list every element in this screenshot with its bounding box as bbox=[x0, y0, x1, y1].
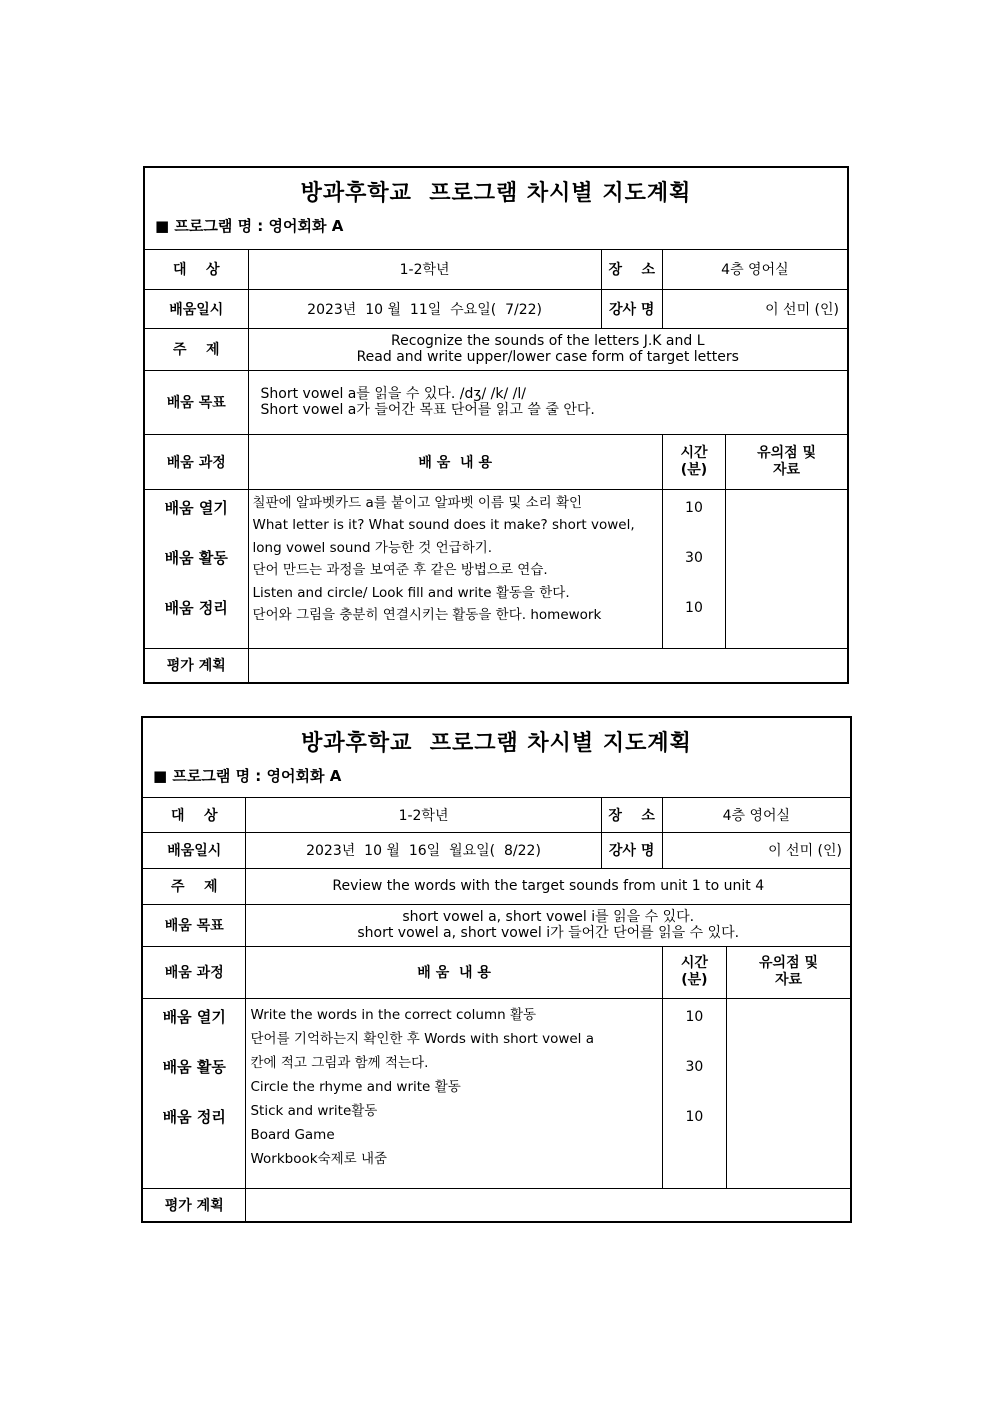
program-name: ■ 프로그램 명 : 영어회화 A bbox=[153, 767, 342, 785]
topic-label: 주 제 bbox=[143, 868, 246, 904]
steps-cell bbox=[143, 998, 246, 1188]
time-open: 10 bbox=[685, 1008, 704, 1025]
goal-line: short vowel a, short vowel i를 읽을 수 있다. bbox=[402, 909, 695, 925]
step-open: 배움 열기 bbox=[162, 1007, 226, 1026]
teacher-value: 이 선미 (인) bbox=[662, 289, 847, 328]
topic-line: Review the words with the target sounds from unit 1 to unit 4 bbox=[332, 878, 765, 894]
title-cell bbox=[143, 718, 850, 797]
target-label: 대 상 bbox=[143, 797, 246, 832]
content-line: Workbook숙제로 내줌 bbox=[250, 1150, 388, 1167]
topic-value bbox=[246, 868, 850, 904]
process-label: 배움 과정 bbox=[143, 946, 246, 998]
content-line: 칸에 적고 그림과 함께 적는다. bbox=[250, 1054, 429, 1071]
time-header: 시간 (분) bbox=[662, 434, 725, 489]
place-label: 장 소 bbox=[601, 797, 662, 832]
times-cell bbox=[662, 489, 725, 648]
goal-value bbox=[248, 370, 847, 434]
content-cell bbox=[246, 998, 662, 1188]
plan-title: 방과후학교 프로그램 차시별 지도계획 bbox=[300, 181, 692, 206]
content-line: Write the words in the correct column 활동 bbox=[250, 1006, 537, 1023]
date-value: 2023년 10 월 11일 수요일( 7/22) bbox=[248, 289, 601, 328]
plan-title: 방과후학교 프로그램 차시별 지도계획 bbox=[301, 731, 692, 756]
goal-line: Short vowel a를 읽을 수 있다. /dʒ/ /k/ /l/ bbox=[260, 386, 526, 402]
content-line: Stick and write활동 bbox=[250, 1102, 378, 1119]
teacher-label: 강사 명 bbox=[601, 289, 662, 328]
notes-cell bbox=[726, 489, 847, 648]
date-label: 배움일시 bbox=[143, 832, 246, 868]
teacher-value: 이 선미 (인) bbox=[662, 832, 850, 868]
goal-line: short vowel a, short vowel i가 들어간 단어를 읽을 수 있다. bbox=[357, 925, 740, 941]
content-header: 배 움 내 용 bbox=[248, 434, 662, 489]
time-wrapup: 10 bbox=[685, 1108, 704, 1125]
title-cell bbox=[145, 168, 847, 249]
date-value: 2023년 10 월 16일 월요일( 8/22) bbox=[246, 832, 601, 868]
notes-header: 유의점 및 자료 bbox=[727, 946, 850, 998]
evaluation-label: 평가 계획 bbox=[143, 1188, 246, 1221]
content-line: long vowel sound 가능한 것 언급하기. bbox=[252, 539, 493, 556]
lesson-plan-2 bbox=[141, 716, 852, 1223]
content-line: 단어 만드는 과정을 보여준 후 같은 방법으로 연습. bbox=[252, 562, 548, 578]
target-label: 대 상 bbox=[145, 249, 248, 289]
goal-value bbox=[246, 904, 850, 946]
program-name: ■ 프로그램 명 : 영어회화 A bbox=[155, 217, 344, 235]
content-cell bbox=[248, 489, 662, 648]
evaluation-value bbox=[246, 1188, 850, 1221]
place-value: 4층 영어실 bbox=[662, 797, 850, 832]
step-activity: 배움 활동 bbox=[164, 548, 228, 567]
content-line: 단어와 그림을 충분히 연결시키는 활동을 한다. homework bbox=[252, 607, 602, 623]
goal-label: 배움 목표 bbox=[143, 904, 246, 946]
time-wrapup: 10 bbox=[685, 599, 703, 616]
evaluation-label: 평가 계획 bbox=[145, 648, 248, 682]
lesson-plan-1 bbox=[143, 166, 849, 684]
content-line: Board Game bbox=[250, 1126, 335, 1143]
content-line: Circle the rhyme and write 활동 bbox=[250, 1078, 461, 1095]
teacher-label: 강사 명 bbox=[601, 832, 662, 868]
time-activity: 30 bbox=[685, 1058, 704, 1075]
topic-line: Read and write upper/lower case form of target letters bbox=[356, 349, 739, 365]
goal-line: Short vowel a가 들어간 목표 단어를 읽고 쓸 줄 안다. bbox=[260, 402, 595, 418]
time-activity: 30 bbox=[685, 549, 703, 566]
time-open: 10 bbox=[685, 499, 703, 516]
content-line: 단어를 기억하는지 확인한 후 Words with short vowel a bbox=[250, 1030, 594, 1047]
step-open: 배움 열기 bbox=[164, 498, 228, 517]
topic-line: Recognize the sounds of the letters J.K and L bbox=[391, 333, 705, 349]
step-wrapup: 배움 정리 bbox=[164, 598, 228, 617]
topic-label: 주 제 bbox=[145, 328, 248, 370]
notes-cell bbox=[727, 998, 850, 1188]
place-label: 장 소 bbox=[601, 249, 662, 289]
target-value: 1-2학년 bbox=[248, 249, 601, 289]
step-wrapup: 배움 정리 bbox=[162, 1107, 226, 1126]
content-header: 배 움 내 용 bbox=[246, 946, 662, 998]
content-line: What letter is it? What sound does it make? short vowel, bbox=[252, 517, 635, 533]
steps-cell bbox=[145, 489, 248, 648]
time-header: 시간 (분) bbox=[662, 946, 726, 998]
notes-header: 유의점 및 자료 bbox=[726, 434, 847, 489]
target-value: 1-2학년 bbox=[246, 797, 601, 832]
times-cell bbox=[662, 998, 726, 1188]
process-label: 배움 과정 bbox=[145, 434, 248, 489]
evaluation-value bbox=[248, 648, 847, 682]
content-line: 칠판에 알파벳카드 a를 붙이고 알파벳 이름 및 소리 확인 bbox=[252, 494, 583, 511]
goal-label: 배움 목표 bbox=[145, 370, 248, 434]
topic-value bbox=[248, 328, 847, 370]
date-label: 배움일시 bbox=[145, 289, 248, 328]
step-activity: 배움 활동 bbox=[162, 1057, 226, 1076]
place-value: 4층 영어실 bbox=[662, 249, 847, 289]
content-line: Listen and circle/ Look fill and write 활동을 한다. bbox=[252, 584, 570, 601]
